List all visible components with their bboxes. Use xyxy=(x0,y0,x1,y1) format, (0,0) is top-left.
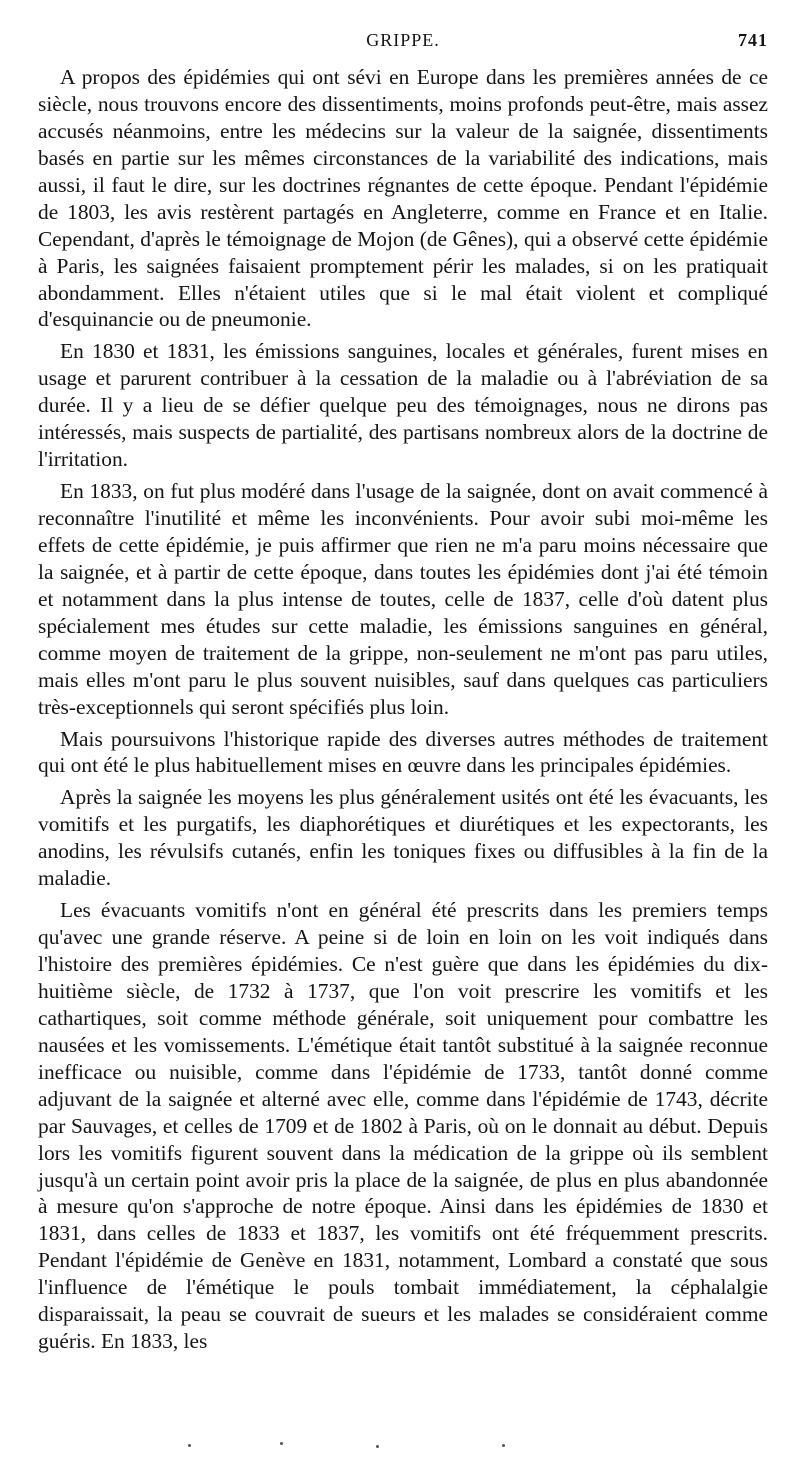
body-text xyxy=(38,64,768,1355)
page-number: 741 xyxy=(738,30,768,50)
speck xyxy=(376,1445,379,1448)
paragraph-4: Mais poursuivons l'historique rapide des diverses autres méthodes de traitement qui ont été le plus habituellement mises en œuvre dans les principales épidémies. xyxy=(38,726,768,778)
paragraph-1: A propos des épidémies qui ont sévi en Europe dans les premières années de ce siècle, nous trouvons encore des dissentiments, moins profonds peut-être, mais assez accusés néanmoins, entre les médecins sur la valeur de la saignée, dissentiments basés en partie sur les mêmes circonstances de la variabilité des indications, mais aussi, il faut le dire, sur les doctrines régnantes de cette époque. Pendant l'épidémie de 1803, les avis restèrent partagés en Angleterre, comme en France et en Italie. Cependant, d'après le témoignage de Mojon (de Gênes), qui a observé cette épidémie à Paris, les saignées faisaient promptement périr les malades, si on les pratiquait abondamment. Elles n'étaient utiles que si le mal était violent et compliqué d'esquinancie ou de pneumonie. xyxy=(38,65,768,332)
paragraph-3: En 1833, on fut plus modéré dans l'usage de la saignée, dont on avait commencé à reconnaître l'inutilité et même les inconvénients. Pour avoir subi moi-même les effets de cette épidémie, je puis affirmer que rien ne m'a paru moins nécessaire que la saignée, et à partir de cette époque, dans toutes les épidémies dont j'ai été témoin et notamment dans la plus intense de toutes, celle de 1837, celle d'où datent plus spécialement mes études sur cette maladie, les émissions sanguines en général, comme moyen de traitement de la grippe, non-seulement ne m'ont pas paru utiles, mais elles m'ont paru le plus souvent nuisibles, sauf dans quelques cas particuliers très-exceptionnels qui seront spécifiés plus loin. xyxy=(38,479,768,719)
speck xyxy=(280,1442,283,1445)
speck xyxy=(188,1444,191,1447)
running-title: GRIPPE. xyxy=(366,30,440,50)
speck xyxy=(502,1444,505,1447)
running-head xyxy=(38,30,768,58)
paragraph-2: En 1830 et 1831, les émissions sanguines, locales et générales, furent mises en usage et parurent contribuer à la cessation de la maladie ou à l'abréviation de sa durée. Il y a lieu de se défier quelque peu des témoignages, nous ne dirons pas intéressés, mais suspects de partialité, des partisans nombreux alors de la doctrine de l'irritation. xyxy=(38,339,768,472)
paragraph-5: Après la saignée les moyens les plus généralement usités ont été les évacuants, les vomitifs et les purgatifs, les diaphorétiques et diurétiques et les expectorants, les anodins, les révulsifs cutanés, enfin les toniques fixes ou diffusibles à la fin de la maladie. xyxy=(38,785,768,891)
print-specks xyxy=(180,1440,520,1450)
paragraph-6: Les évacuants vomitifs n'ont en général été prescrits dans les premiers temps qu'avec une grande réserve. A peine si de loin en loin on les voit indiqués dans l'histoire des premières épidémies. Ce n'est guère que dans les épidémies du dix-huitième siècle, de 1732 à 1737, que l'on voit prescrire les vomitifs et les cathartiques, soit comme méthode générale, soit uniquement pour combattre les nausées et les vomissements. L'émétique était tantôt substitué à la saignée reconnue inefficace ou nuisible, comme dans l'épidémie de 1733, tantôt donné comme adjuvant de la saignée et alterné avec elle, comme dans l'épidémie de 1743, décrite par Sauvages, et celles de 1709 et de 1802 à Paris, où on le donnait au début. Depuis lors les vomitifs figurent souvent dans la médication de la grippe où ils semblent jusqu'à un certain point avoir pris la place de la saignée, de plus en plus abandonnée à mesure qu'on s'approche de notre époque. Ainsi dans les épidémies de 1830 et 1831, dans celles de 1833 et 1837, les vomitifs ont été fréquemment prescrits. Pendant l'épidémie de Genève en 1831, notamment, Lombard a constaté que sous l'influence de l'émétique le pouls tombait immédiatement, la céphalalgie disparaissait, la peau se couvrait de sueurs et les malades se considéraient comme guéris. En 1833, les xyxy=(38,898,768,1354)
